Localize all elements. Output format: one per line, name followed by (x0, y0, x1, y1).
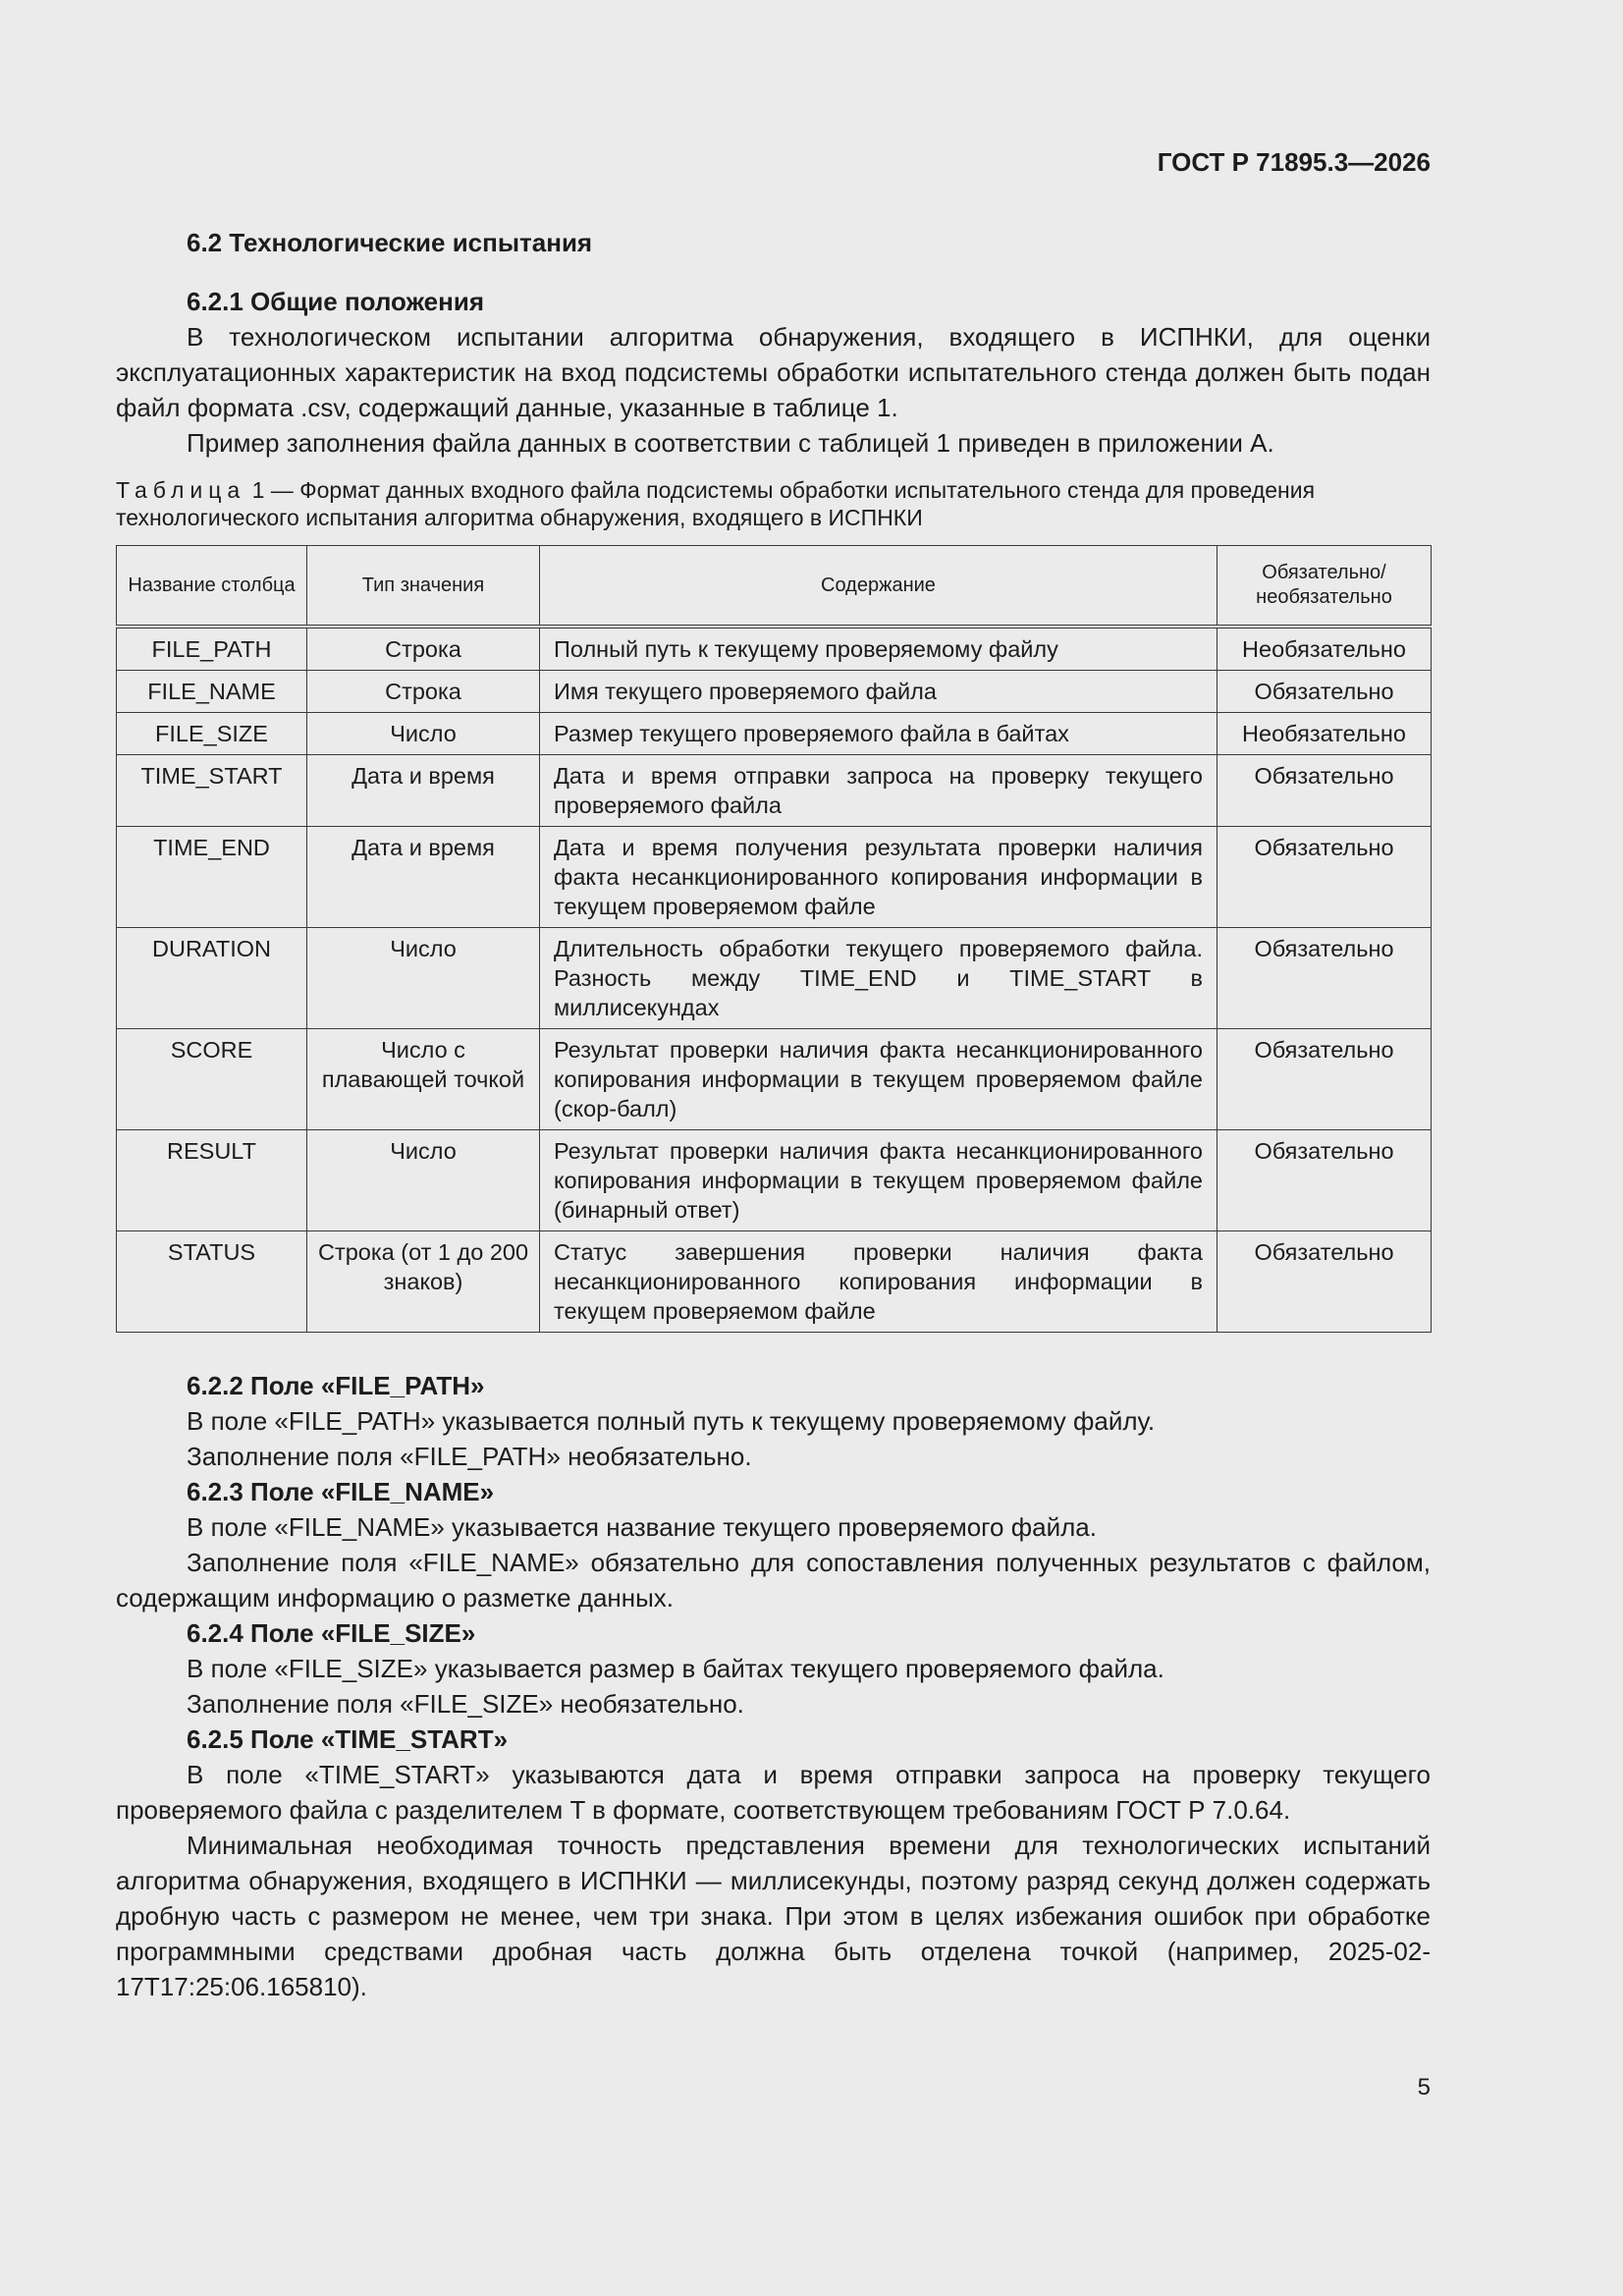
cell-content: Дата и время получения результата проверки наличия факта несанкционированного копирования информации в текущем проверяемом файле (540, 827, 1217, 928)
column-header: Тип значения (307, 546, 540, 628)
cell-required: Обязательно (1217, 755, 1432, 827)
paragraph: В поле «FILE_NAME» указывается название текущего проверяемого файла. (187, 1512, 1097, 1542)
cell-required: Обязательно (1217, 928, 1432, 1029)
cell-value-type: Строка (307, 627, 540, 671)
cell-value-type: Число (307, 713, 540, 755)
paragraph: Заполнение поля «FILE_PATH» необязательно. (187, 1442, 752, 1471)
column-header: Название столбца (117, 546, 307, 628)
cell-column-name: TIME_START (117, 755, 307, 827)
cell-required: Необязательно (1217, 713, 1432, 755)
column-header: Содержание (540, 546, 1217, 628)
table-header-row (117, 546, 1432, 628)
section-heading-6-2-2: 6.2.2 Поле «FILE_PATH» (187, 1371, 485, 1400)
section-heading-6-2-4: 6.2.4 Поле «FILE_SIZE» (187, 1618, 476, 1648)
paragraph: В технологическом испытании алгоритма обнаружения, входящего в ИСПНКИ, для оценки эксплуатационных характеристик на вход подсистемы обработки испытательного стенда должен быть подан файл формата .csv, содержащий данные, указанные в таблице 1. (116, 322, 1431, 422)
cell-value-type: Число с плавающей точкой (307, 1029, 540, 1130)
table-row (117, 928, 1432, 1029)
cell-content: Статус завершения проверки наличия факта несанкционированного копирования информации в текущем проверяемом файле (540, 1231, 1217, 1333)
document-code: ГОСТ Р 71895.3—2026 (1157, 147, 1431, 177)
table-caption (116, 476, 1431, 531)
table-row (117, 1130, 1432, 1231)
cell-required: Обязательно (1217, 1231, 1432, 1333)
paragraph: В поле «FILE_SIZE» указывается размер в байтах текущего проверяемого файла. (187, 1654, 1164, 1683)
table-row (117, 627, 1432, 671)
cell-column-name: RESULT (117, 1130, 307, 1231)
cell-column-name: FILE_PATH (117, 627, 307, 671)
data-format-table (116, 545, 1432, 1333)
table-row (117, 1029, 1432, 1130)
cell-content: Размер текущего проверяемого файла в байтах (540, 713, 1217, 755)
section-heading-6-2-5: 6.2.5 Поле «TIME_START» (187, 1724, 509, 1754)
cell-value-type: Число (307, 1130, 540, 1231)
cell-required: Обязательно (1217, 827, 1432, 928)
table-caption-prefix: Таблица (116, 477, 246, 503)
cell-column-name: FILE_SIZE (117, 713, 307, 755)
table-caption-text: 1 — Формат данных входного файла подсистемы обработки испытательного стенда для проведения технологического испытания алгоритма обнаружения, входящего в ИСПНКИ (116, 477, 1316, 530)
cell-column-name: TIME_END (117, 827, 307, 928)
paragraph: Минимальная необходимая точность представления времени для технологических испытаний алгоритма обнаружения, входящего в ИСПНКИ — миллисекунды, поэтому разряд секунд должен содержать дробную часть с размером не менее, чем три знака. При этом в целях избежания ошибок при обработке программными средствами дробная часть должна быть отделена точкой (например, 2025-02-17T17:25:06.165810). (116, 1831, 1431, 2001)
cell-content: Имя текущего проверяемого файла (540, 671, 1217, 713)
cell-value-type: Строка (от 1 до 200 знаков) (307, 1231, 540, 1333)
cell-column-name: DURATION (117, 928, 307, 1029)
section-heading-6-2-1: 6.2.1 Общие положения (187, 287, 484, 316)
column-header: Обязательно/ необязательно (1217, 546, 1432, 628)
paragraph: Пример заполнения файла данных в соответствии с таблицей 1 приведен в приложении А. (187, 428, 1274, 458)
cell-required: Обязательно (1217, 1130, 1432, 1231)
table-row (117, 827, 1432, 928)
cell-value-type: Число (307, 928, 540, 1029)
cell-content: Длительность обработки текущего проверяемого файла. Разность между TIME_END и TIME_START в миллисекундах (540, 928, 1217, 1029)
cell-value-type: Строка (307, 671, 540, 713)
page-number: 5 (1417, 2074, 1431, 2101)
section-heading-6-2: 6.2 Технологические испытания (187, 228, 593, 257)
section-heading-6-2-3: 6.2.3 Поле «FILE_NAME» (187, 1477, 495, 1506)
paragraph: В поле «TIME_START» указываются дата и время отправки запроса на проверку текущего проверяемого файла с разделителем T в формате, соответствующем требованиям ГОСТ Р 7.0.64. (116, 1760, 1431, 1825)
cell-column-name: FILE_NAME (117, 671, 307, 713)
cell-column-name: SCORE (117, 1029, 307, 1130)
cell-required: Обязательно (1217, 1029, 1432, 1130)
paragraph: Заполнение поля «FILE_SIZE» необязательно. (187, 1689, 744, 1719)
cell-content: Результат проверки наличия факта несанкционированного копирования информации в текущем проверяемом файле (скор-балл) (540, 1029, 1217, 1130)
cell-content: Дата и время отправки запроса на проверку текущего проверяемого файла (540, 755, 1217, 827)
cell-column-name: STATUS (117, 1231, 307, 1333)
table-row (117, 671, 1432, 713)
cell-required: Обязательно (1217, 671, 1432, 713)
page-content (116, 224, 1431, 2004)
table-row (117, 755, 1432, 827)
table-row (117, 713, 1432, 755)
cell-value-type: Дата и время (307, 755, 540, 827)
cell-required: Необязательно (1217, 627, 1432, 671)
paragraph: В поле «FILE_PATH» указывается полный путь к текущему проверяемому файлу. (187, 1406, 1156, 1436)
table-row (117, 1231, 1432, 1333)
cell-content: Полный путь к текущему проверяемому файлу (540, 627, 1217, 671)
cell-value-type: Дата и время (307, 827, 540, 928)
paragraph: Заполнение поля «FILE_NAME» обязательно для сопоставления полученных результатов с файлом, содержащим информацию о разметке данных. (116, 1548, 1431, 1613)
cell-content: Результат проверки наличия факта несанкционированного копирования информации в текущем проверяемом файле (бинарный ответ) (540, 1130, 1217, 1231)
